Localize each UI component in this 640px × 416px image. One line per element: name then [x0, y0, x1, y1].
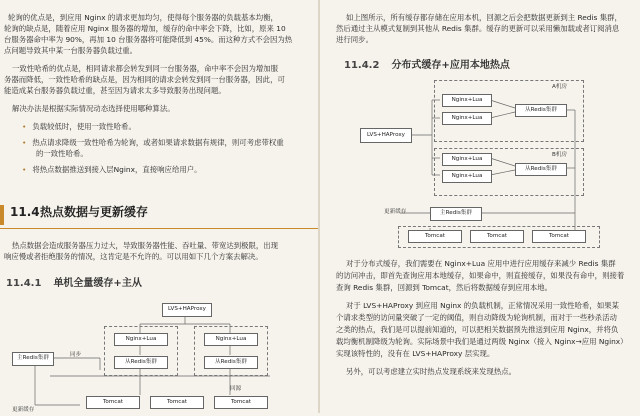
- para2-line: 对于 LVS+HAProxy 到应用 Nginx 的负载机制，正常情况采用一致性哈希，如果某: [346, 301, 619, 310]
- nginx-lua-box: Nginx+Lua: [114, 333, 168, 346]
- hash-line: 能造成某台服务器负载过重，甚至因为请求太多导致服务出现问题。: [4, 86, 226, 95]
- subsection-number: 11.4.1: [6, 278, 42, 289]
- subsection-title: 单机全量缓存+主从: [53, 278, 142, 289]
- bullet-item: • 热点请求降级一致性哈希为轮询，或者如果请求数据有规律，则可考虑带权重: [22, 137, 284, 148]
- update-cache-label: 更新缓存: [12, 407, 35, 413]
- lvs-haproxy-box: LVS+HAProxy: [360, 128, 412, 143]
- intro-line: 轮询的优点是，到应用 Nginx 的请求更加均匀，使得每个服务器的负载基本均衡，: [8, 13, 278, 22]
- update-cache-label: 更新缓存: [384, 209, 407, 215]
- redis-slave-box: 从Redis集群: [515, 163, 567, 176]
- para1-line: 的访问冲击，即首先查询应用本地缓存，如果命中，则直接缓存，如果没有命中，则接着: [336, 271, 625, 280]
- tomcat-box: Tomcat: [214, 396, 268, 409]
- nginx-lua-box: Nginx+Lua: [442, 170, 492, 183]
- tomcat-box: Tomcat: [86, 396, 140, 409]
- bullet-continuation: 的一致性哈希。: [36, 149, 88, 158]
- para1-line: 对于分布式缓存，我们需要在 Nginx+Lua 应用中进行应用缓存来减少 Redis 集群: [346, 259, 616, 268]
- bullet-item: • 负载较低时，使用一致性哈希。: [22, 121, 136, 132]
- subsection-number: 11.4.2: [344, 60, 380, 71]
- solution-intro: 解决办法是根据实际情况动态选择使用哪种算法。: [12, 104, 175, 113]
- datacenter-b-label: B机房: [552, 152, 568, 158]
- tomcat-box: Tomcat: [470, 230, 524, 243]
- subsection-title: 分布式缓存+应用本地热点: [391, 60, 510, 71]
- tomcat-box: Tomcat: [408, 230, 462, 243]
- datacenter-a-label: A机房: [552, 84, 568, 90]
- redis-master-box: 主Redis集群: [430, 207, 482, 221]
- top-line: 进行同步。: [336, 35, 373, 44]
- intro-line: 轮询的缺点是，随着应用 Nginx 服务器的增加，缓存的命中率会下降，比如，原来 10: [4, 24, 286, 33]
- tomcat-box: Tomcat: [532, 230, 586, 243]
- section-title: 热点数据与更新缓存: [40, 205, 149, 219]
- intro-line: 点问题导致其中某一台服务器负载过重。: [4, 46, 138, 55]
- redis-slave-box: 从Redis集群: [515, 104, 567, 117]
- hash-line: 务器而降低，一致性哈希的缺点是，因为相同的请求会转发到同一台服务器，因此，可: [4, 75, 285, 84]
- intro-line: 台服务器命中率为 90%，再加 10 台服务器将可能降低到 45%。而这种方式不会因为热: [4, 35, 293, 44]
- para1-line: 查询 Redis 集群，回源到 Tomcat，然后将数据缓存到应用本地。: [336, 283, 553, 292]
- lvs-haproxy-box: LVS+HAProxy: [162, 303, 212, 317]
- para2-line: 载均衡机制降级为轮询。实际场景中我们是通过两级 Nginx（接入 Nginx→应用 Nginx）: [336, 337, 628, 346]
- para2-line: 之类的热点，我们是可以提前知道的，可以把相关数据预先推送到应用 Nginx，并将负: [336, 325, 619, 334]
- nginx-lua-box: Nginx+Lua: [442, 94, 492, 107]
- nginx-lua-box: Nginx+Lua: [204, 333, 258, 346]
- bullet-item: • 将热点数据推送到接入层Nginx，直接响应给用户。: [22, 164, 202, 175]
- section-number: 11.4: [10, 205, 40, 219]
- top-line: 如上图所示，所有缓存都存储在应用本机，回源之后会把数据更新到主 Redis 集群，: [346, 13, 622, 22]
- redis-slave-box: 从Redis集群: [204, 356, 258, 369]
- hash-line: 一致性哈希的优点是，相同请求都会转发到同一台服务器，命中率不会因为增加服: [12, 64, 279, 73]
- fallback-label: 回源: [230, 386, 242, 392]
- nginx-lua-box: Nginx+Lua: [442, 153, 492, 166]
- sync-label: 同步: [70, 352, 82, 358]
- para2-line: 实现该特性的，没有在 LVS+HAProxy 层实现。: [336, 349, 495, 358]
- section-line: 热点数据会造成服务器压力过大，导致服务器性能、吞吐量、带宽达到极限，出现: [12, 241, 279, 250]
- redis-slave-box: 从Redis集群: [114, 356, 168, 369]
- section-line: 响应慢或者拒绝服务的情况，这肯定是不允许的。可以用如下几个方案去解决。: [4, 252, 263, 261]
- nginx-lua-box: Nginx+Lua: [442, 112, 492, 125]
- top-line: 然后通过主从模式复制到其他从 Redis 集群。缓存的更新可以采用懒加载或者订阅消息: [336, 24, 620, 33]
- para2-line: 个请求类型的访问量突破了一定的阈值，则自动降级为轮询机制，而对于一些秒杀活动: [336, 313, 617, 322]
- tomcat-box: Tomcat: [150, 396, 204, 409]
- para3-line: 另外，可以考虑建立实时热点发现系统来发现热点。: [346, 367, 516, 376]
- redis-master-box: 主Redis集群: [12, 352, 54, 366]
